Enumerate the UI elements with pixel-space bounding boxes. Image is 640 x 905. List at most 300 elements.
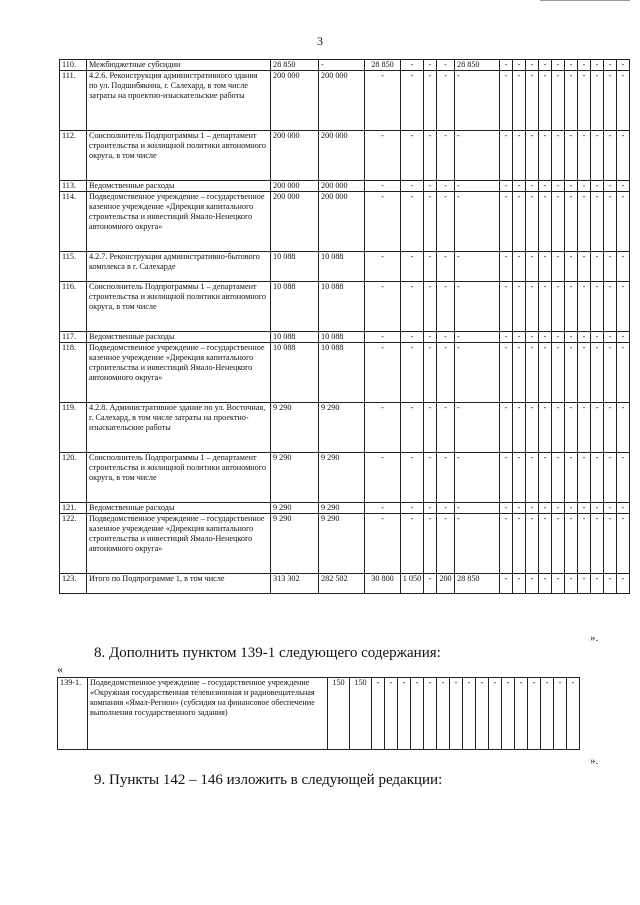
row-name: 4.2.7. Реконструкция административно-бытового комплекса в г. Салехарде [87, 252, 271, 282]
row-number: 119. [60, 403, 87, 453]
value-cell: - [500, 131, 513, 181]
value-cell: 200 000 [319, 71, 365, 131]
value-cell: - [455, 181, 500, 192]
value-cell: 10 088 [319, 343, 365, 403]
value-cell: 1 050 [401, 574, 424, 594]
row-name: Межбюджетные субсидии [87, 60, 271, 71]
value-cell: - [385, 678, 398, 750]
value-cell: - [554, 678, 567, 750]
table-row [58, 678, 580, 750]
value-cell: - [455, 453, 500, 503]
value-cell: - [500, 574, 513, 594]
row-number: 118. [60, 343, 87, 403]
value-cell: - [578, 503, 591, 514]
value-cell: - [591, 60, 604, 71]
value-cell: - [424, 503, 437, 514]
value-cell: - [437, 60, 455, 71]
value-cell: 200 000 [271, 131, 319, 181]
value-cell: - [552, 514, 565, 574]
value-cell: - [365, 71, 401, 131]
value-cell: 9 290 [271, 503, 319, 514]
value-cell: - [617, 343, 630, 403]
value-cell: - [513, 343, 526, 403]
value-cell: - [500, 282, 513, 332]
value-cell: 10 088 [271, 332, 319, 343]
value-cell: - [539, 514, 552, 574]
value-cell: 10 088 [271, 252, 319, 282]
value-cell: - [455, 71, 500, 131]
value-cell: - [513, 181, 526, 192]
value-cell: - [552, 131, 565, 181]
value-cell: 200 000 [271, 192, 319, 252]
value-cell: - [372, 678, 385, 750]
value-cell: - [591, 514, 604, 574]
value-cell: - [513, 71, 526, 131]
value-cell: - [526, 514, 539, 574]
value-cell: - [526, 403, 539, 453]
table-row [60, 252, 630, 282]
value-cell: - [565, 282, 578, 332]
table-row [60, 181, 630, 192]
value-cell: - [365, 332, 401, 343]
page-number: 3 [317, 34, 323, 48]
value-cell: - [401, 192, 424, 252]
value-cell: - [541, 678, 554, 750]
value-cell: 9 290 [271, 403, 319, 453]
value-cell: - [578, 514, 591, 574]
value-cell: - [565, 60, 578, 71]
row-name: Соисполнитель Подпрограммы 1 – департамент строительства и жилищной политики автономного округа, в том числе [87, 453, 271, 503]
value-cell: 313 302 [271, 574, 319, 594]
value-cell: - [476, 678, 489, 750]
value-cell: - [539, 574, 552, 594]
value-cell: 10 088 [271, 343, 319, 403]
value-cell: - [401, 181, 424, 192]
value-cell: - [500, 332, 513, 343]
value-cell: - [437, 453, 455, 503]
value-cell: - [437, 514, 455, 574]
closing-quote: ». [590, 632, 599, 644]
value-cell: - [526, 252, 539, 282]
value-cell: - [437, 282, 455, 332]
value-cell: - [567, 678, 580, 750]
value-cell: - [513, 332, 526, 343]
value-cell: - [565, 514, 578, 574]
value-cell: - [617, 181, 630, 192]
row-name: Соисполнитель Подпрограммы 1 – департамент строительства и жилищной политики автономного округа, в том числе [87, 131, 271, 181]
value-cell: - [552, 574, 565, 594]
value-cell: - [591, 343, 604, 403]
table-row [60, 282, 630, 332]
value-cell: 9 290 [271, 453, 319, 503]
row-name: Ведомственные расходы [87, 503, 271, 514]
value-cell: - [539, 403, 552, 453]
value-cell: - [513, 131, 526, 181]
row-name: Ведомственные расходы [87, 332, 271, 343]
value-cell: - [398, 678, 411, 750]
table-row [60, 403, 630, 453]
value-cell: - [515, 678, 528, 750]
value-cell: - [539, 453, 552, 503]
value-cell: - [591, 131, 604, 181]
value-cell: - [526, 131, 539, 181]
value-cell: - [513, 282, 526, 332]
value-cell: - [617, 332, 630, 343]
value-cell: - [539, 181, 552, 192]
value-cell: - [552, 71, 565, 131]
value-cell: - [539, 282, 552, 332]
value-cell: - [513, 453, 526, 503]
value-cell: - [424, 192, 437, 252]
value-cell: - [552, 252, 565, 282]
value-cell: 9 290 [271, 514, 319, 574]
row-number: 111. [60, 71, 87, 131]
value-cell: - [513, 192, 526, 252]
value-cell: - [437, 192, 455, 252]
value-cell: - [578, 252, 591, 282]
value-cell: - [401, 332, 424, 343]
row-number: 110. [60, 60, 87, 71]
value-cell: - [604, 252, 617, 282]
value-cell: - [424, 332, 437, 343]
value-cell: - [513, 60, 526, 71]
value-cell: - [591, 71, 604, 131]
value-cell: - [565, 181, 578, 192]
value-cell: - [401, 282, 424, 332]
value-cell: - [539, 252, 552, 282]
value-cell: - [539, 343, 552, 403]
value-cell: - [526, 332, 539, 343]
value-cell: - [500, 252, 513, 282]
row-number: 121. [60, 503, 87, 514]
value-cell: - [365, 503, 401, 514]
budget-table [59, 59, 630, 594]
value-cell: - [578, 131, 591, 181]
table-row [60, 131, 630, 181]
value-cell: - [401, 503, 424, 514]
value-cell: - [565, 131, 578, 181]
value-cell: - [578, 71, 591, 131]
value-cell: 150 [350, 678, 372, 750]
value-cell: - [365, 181, 401, 192]
value-cell: - [424, 71, 437, 131]
row-number: 139-1. [58, 678, 88, 750]
value-cell: 9 290 [319, 514, 365, 574]
value-cell: - [565, 343, 578, 403]
value-cell: - [617, 514, 630, 574]
value-cell: - [617, 60, 630, 71]
value-cell: - [500, 343, 513, 403]
value-cell: - [424, 678, 437, 750]
value-cell: - [578, 192, 591, 252]
value-cell: - [455, 332, 500, 343]
row-name: Ведомственные расходы [87, 181, 271, 192]
value-cell: 28 850 [455, 574, 500, 594]
value-cell: - [437, 131, 455, 181]
value-cell: - [591, 503, 604, 514]
value-cell: - [591, 192, 604, 252]
value-cell: - [437, 678, 450, 750]
table-row [60, 453, 630, 503]
value-cell: 282 502 [319, 574, 365, 594]
closing-quote-2: ». [590, 755, 599, 767]
value-cell: - [617, 252, 630, 282]
value-cell: - [513, 403, 526, 453]
row-name: Итого по Подпрограмме 1, в том числе [87, 574, 271, 594]
value-cell: 150 [328, 678, 350, 750]
value-cell: - [526, 453, 539, 503]
value-cell: - [365, 282, 401, 332]
value-cell: - [437, 181, 455, 192]
value-cell: - [565, 453, 578, 503]
value-cell: - [565, 403, 578, 453]
value-cell: 10 088 [319, 332, 365, 343]
value-cell: - [437, 332, 455, 343]
value-cell: - [365, 131, 401, 181]
value-cell: - [591, 252, 604, 282]
value-cell: - [365, 252, 401, 282]
value-cell: - [539, 503, 552, 514]
value-cell: - [424, 574, 437, 594]
value-cell: - [552, 403, 565, 453]
value-cell: 28 850 [455, 60, 500, 71]
row-number: 123. [60, 574, 87, 594]
row-number: 114. [60, 192, 87, 252]
row-name: 4.2.8. Административное здание по ул. Восточная, г. Салехард, в том числе затраты на проектно-изыскательские работы [87, 403, 271, 453]
value-cell: - [500, 181, 513, 192]
value-cell: - [552, 503, 565, 514]
value-cell: - [604, 71, 617, 131]
value-cell: - [526, 60, 539, 71]
insert-table-139-1 [57, 677, 580, 750]
row-number: 116. [60, 282, 87, 332]
value-cell: - [552, 60, 565, 71]
row-number: 113. [60, 181, 87, 192]
value-cell: 200 [437, 574, 455, 594]
value-cell: - [604, 503, 617, 514]
value-cell: - [526, 282, 539, 332]
value-cell: - [513, 503, 526, 514]
value-cell: - [591, 574, 604, 594]
value-cell: - [401, 403, 424, 453]
value-cell: - [424, 343, 437, 403]
value-cell: - [591, 181, 604, 192]
value-cell: 200 000 [271, 71, 319, 131]
value-cell: - [500, 60, 513, 71]
value-cell: - [528, 678, 541, 750]
value-cell: - [500, 71, 513, 131]
value-cell: - [604, 514, 617, 574]
value-cell: - [604, 403, 617, 453]
value-cell: - [437, 503, 455, 514]
value-cell: - [500, 192, 513, 252]
value-cell: - [604, 131, 617, 181]
table-row [60, 503, 630, 514]
value-cell: - [617, 574, 630, 594]
value-cell: - [604, 574, 617, 594]
value-cell: - [604, 192, 617, 252]
value-cell: - [617, 503, 630, 514]
value-cell: - [539, 332, 552, 343]
row-name: Соисполнитель Подпрограммы 1 – департамент строительства и жилищной политики автономного округа, в том числе [87, 282, 271, 332]
value-cell: - [565, 71, 578, 131]
value-cell: - [424, 60, 437, 71]
table-row [60, 60, 630, 71]
value-cell: - [565, 574, 578, 594]
value-cell: - [591, 403, 604, 453]
value-cell: 200 000 [271, 181, 319, 192]
value-cell: - [401, 343, 424, 403]
value-cell: 200 000 [319, 181, 365, 192]
value-cell: - [565, 252, 578, 282]
value-cell: - [401, 252, 424, 282]
value-cell: - [513, 574, 526, 594]
value-cell: - [455, 131, 500, 181]
value-cell: - [552, 181, 565, 192]
value-cell: - [552, 332, 565, 343]
value-cell: 28 850 [365, 60, 401, 71]
row-number: 120. [60, 453, 87, 503]
value-cell: - [455, 503, 500, 514]
value-cell: - [424, 282, 437, 332]
value-cell: - [455, 343, 500, 403]
value-cell: - [500, 453, 513, 503]
value-cell: 200 000 [319, 192, 365, 252]
value-cell: - [450, 678, 463, 750]
row-number: 115. [60, 252, 87, 282]
value-cell: - [365, 192, 401, 252]
value-cell: 30 800 [365, 574, 401, 594]
value-cell: - [401, 131, 424, 181]
value-cell: - [578, 181, 591, 192]
value-cell: 200 000 [319, 131, 365, 181]
value-cell: - [565, 332, 578, 343]
opening-quote: « [57, 662, 63, 676]
value-cell: - [552, 343, 565, 403]
value-cell: 9 290 [319, 503, 365, 514]
row-name: Подведомственное учреждение – государственное казенное учреждение «Дирекция капитального строительства и инвестиций Ямало-Ненецкого автономного округа» [87, 343, 271, 403]
value-cell: - [365, 403, 401, 453]
value-cell: - [424, 514, 437, 574]
row-name: Подведомственное учреждение – государственное казенное учреждение «Дирекция капитального строительства и инвестиций Ямало-Ненецкого автономного округа» [87, 514, 271, 574]
value-cell: - [552, 282, 565, 332]
value-cell: - [617, 453, 630, 503]
value-cell: - [513, 514, 526, 574]
value-cell: 9 290 [319, 453, 365, 503]
value-cell: - [578, 403, 591, 453]
value-cell: - [424, 252, 437, 282]
row-name: Подведомственное учреждение – государственное казенное учреждение «Дирекция капитального строительства и инвестиций Ямало-Ненецкого автономного округа» [87, 192, 271, 252]
value-cell: - [424, 453, 437, 503]
value-cell: - [437, 343, 455, 403]
value-cell: - [539, 71, 552, 131]
value-cell: - [401, 453, 424, 503]
value-cell: - [617, 282, 630, 332]
value-cell: - [502, 678, 515, 750]
value-cell: - [578, 332, 591, 343]
value-cell: - [489, 678, 502, 750]
value-cell: - [500, 403, 513, 453]
value-cell: - [565, 503, 578, 514]
value-cell: - [500, 514, 513, 574]
value-cell: - [578, 574, 591, 594]
value-cell: - [513, 252, 526, 282]
table-row [60, 332, 630, 343]
value-cell: - [455, 514, 500, 574]
value-cell: - [437, 71, 455, 131]
value-cell: - [539, 131, 552, 181]
value-cell: - [604, 181, 617, 192]
value-cell: - [578, 282, 591, 332]
row-name: 4.2.6. Реконструкция административного здания по ул. Подшибякина, г. Салехард, в том числе затраты на проектно-изыскательские работы [87, 71, 271, 131]
value-cell: 10 088 [319, 282, 365, 332]
value-cell: - [319, 60, 365, 71]
value-cell: - [604, 343, 617, 403]
value-cell: - [365, 514, 401, 574]
value-cell: - [539, 192, 552, 252]
value-cell: - [401, 71, 424, 131]
value-cell: - [401, 514, 424, 574]
value-cell: - [617, 71, 630, 131]
value-cell: - [552, 192, 565, 252]
value-cell: - [424, 403, 437, 453]
value-cell: - [617, 192, 630, 252]
value-cell: - [578, 60, 591, 71]
value-cell: - [401, 60, 424, 71]
value-cell: - [500, 503, 513, 514]
value-cell: - [617, 131, 630, 181]
value-cell: - [365, 453, 401, 503]
table-row [60, 574, 630, 594]
value-cell: - [604, 332, 617, 343]
top-edge-line [540, 0, 630, 1]
row-number: 122. [60, 514, 87, 574]
value-cell: - [591, 453, 604, 503]
value-cell: 9 290 [319, 403, 365, 453]
value-cell: 28 850 [271, 60, 319, 71]
value-cell: - [578, 343, 591, 403]
value-cell: - [617, 403, 630, 453]
value-cell: - [591, 332, 604, 343]
value-cell: - [365, 343, 401, 403]
row-name: Подведомственное учреждение – государственное учреждение «Окружная государственная телевизионная и радиовещательная компания «Ямал-Регион» (субсидия на финансовое обеспечение выполнения государственного задания) [88, 678, 328, 750]
value-cell: - [424, 131, 437, 181]
value-cell: - [526, 192, 539, 252]
value-cell: 10 088 [271, 282, 319, 332]
table-row [60, 192, 630, 252]
value-cell: - [437, 252, 455, 282]
table-row [60, 514, 630, 574]
value-cell: - [552, 453, 565, 503]
value-cell: - [604, 282, 617, 332]
value-cell: - [526, 503, 539, 514]
value-cell: - [455, 252, 500, 282]
value-cell: - [455, 403, 500, 453]
table-row [60, 71, 630, 131]
value-cell: - [565, 192, 578, 252]
value-cell: - [578, 453, 591, 503]
value-cell: - [424, 181, 437, 192]
section-9-heading: 9. Пункты 142 – 146 изложить в следующей редакции: [94, 772, 443, 788]
table-row [60, 343, 630, 403]
value-cell: - [526, 181, 539, 192]
value-cell: - [591, 282, 604, 332]
value-cell: - [539, 60, 552, 71]
value-cell: - [526, 71, 539, 131]
value-cell: - [455, 192, 500, 252]
value-cell: - [604, 453, 617, 503]
value-cell: - [411, 678, 424, 750]
